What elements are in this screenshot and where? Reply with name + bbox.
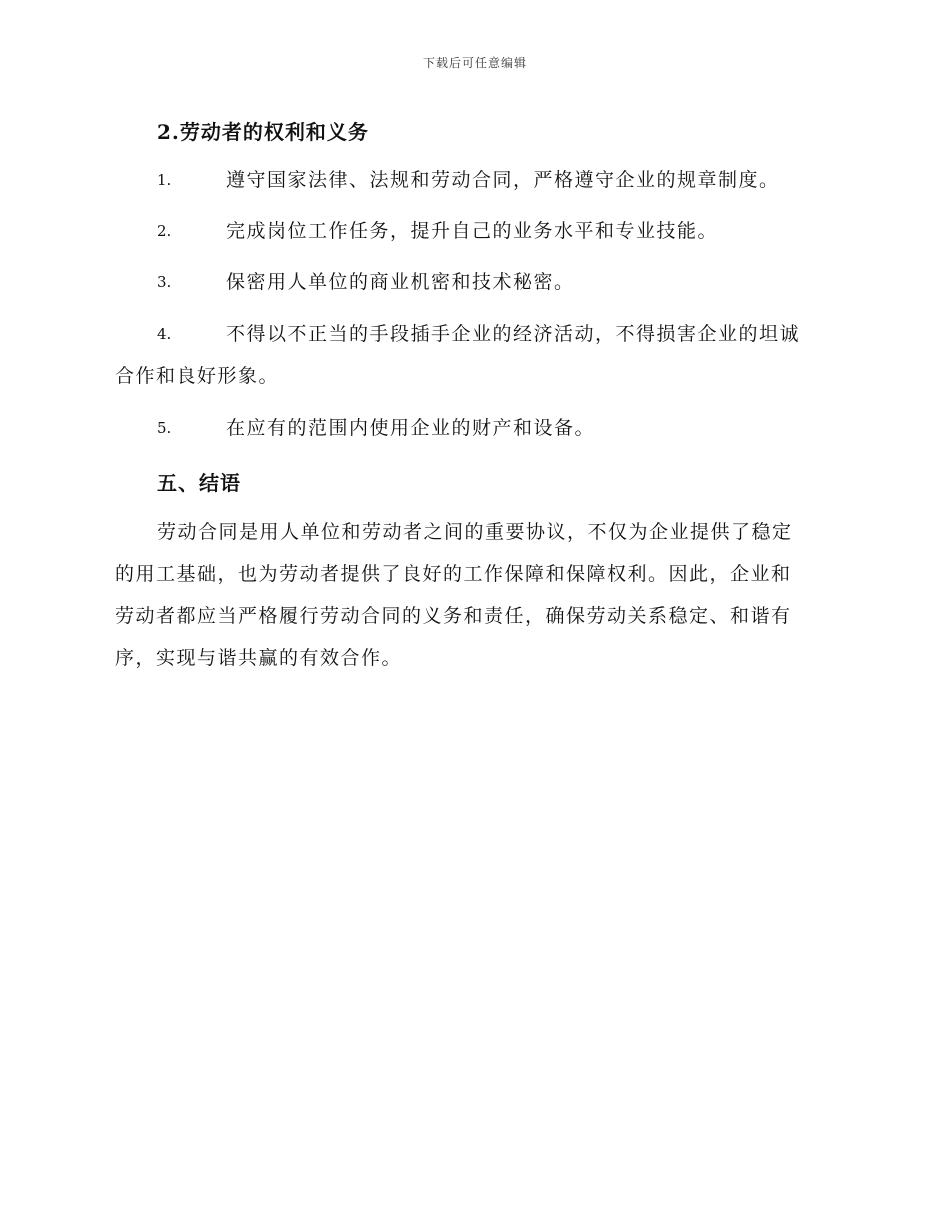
paragraph-line: 的用工基础，也为劳动者提供了良好的工作保障和保障权利。因此，企业和 bbox=[115, 563, 792, 585]
section-heading-rights-duties: 2.劳动者的权利和义务 bbox=[157, 120, 369, 144]
section-heading-conclusion: 五、结语 bbox=[157, 471, 241, 495]
list-item-text-continuation: 合作和良好形象。 bbox=[115, 365, 280, 387]
list-item-text: 在应有的范围内使用企业的财产和设备。 bbox=[226, 417, 596, 439]
paragraph-line: 劳动合同是用人单位和劳动者之间的重要协议，不仅为企业提供了稳定 bbox=[157, 521, 793, 543]
conclusion-paragraph bbox=[115, 519, 793, 687]
list-item-number: 3. bbox=[157, 273, 172, 291]
header-note: 下载后可任意编辑 bbox=[422, 56, 527, 70]
paragraph-line: 劳动者都应当严格履行劳动合同的义务和责任，确保劳动关系稳定、和谐有 bbox=[115, 605, 792, 627]
list-item-text: 完成岗位工作任务，提升自己的业务水平和专业技能。 bbox=[226, 220, 719, 242]
paragraph-line: 序，实现与谐共赢的有效合作。 bbox=[115, 647, 403, 669]
list-item-text: 遵守国家法律、法规和劳动合同，严格遵守企业的规章制度。 bbox=[226, 169, 780, 191]
list-item-text: 保密用人单位的商业机密和技术秘密。 bbox=[226, 271, 575, 293]
list-item-number: 5. bbox=[157, 419, 172, 437]
list-item-number: 1. bbox=[157, 171, 172, 189]
list-item-number: 4. bbox=[157, 325, 172, 343]
list-item-number: 2. bbox=[157, 222, 172, 240]
list-item-text: 不得以不正当的手段插手企业的经济活动，不得损害企业的坦诚 bbox=[226, 323, 801, 345]
